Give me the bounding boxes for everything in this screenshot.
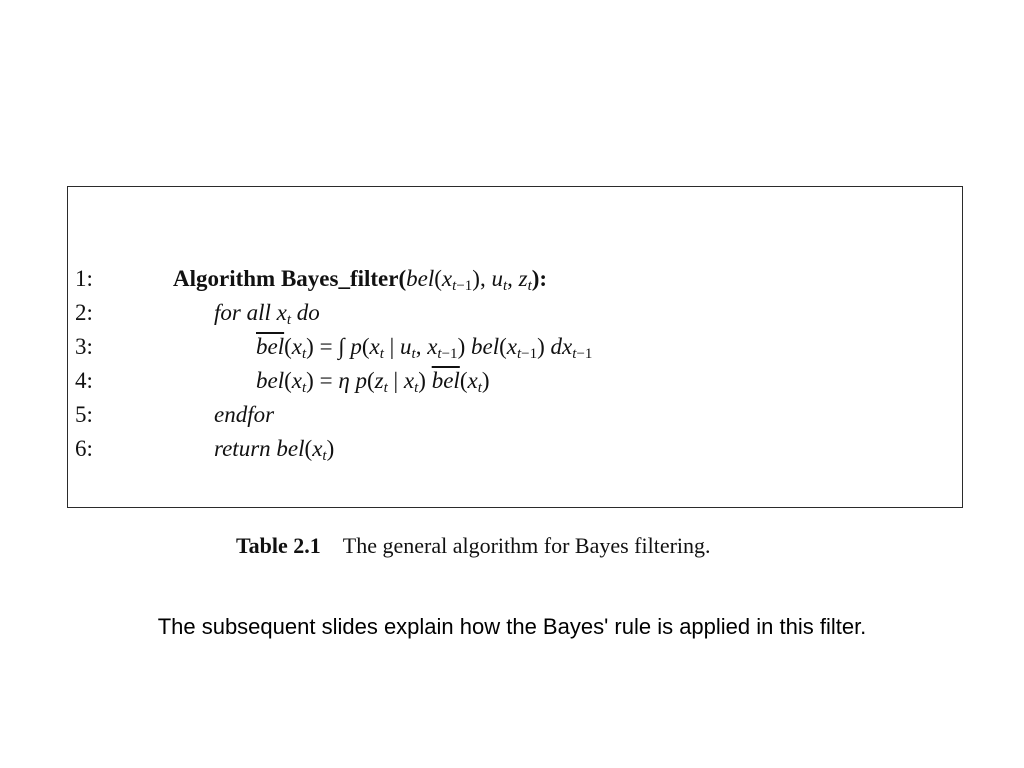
table-caption-text: The general algorithm for Bayes filtering. — [342, 533, 711, 558]
algorithm-line-3 — [68, 330, 962, 364]
endfor-statement: endfor — [214, 402, 275, 427]
line-number: 5: — [75, 402, 93, 427]
algorithm-header: Algorithm $Bayes\_filter(bel(x_{t-1})$, $u_t$, $z_t$): — [173, 266, 548, 294]
algorithm-line-2 — [68, 296, 962, 330]
line-number: 3: — [75, 334, 93, 359]
algorithm-box — [67, 186, 963, 508]
algorithm-line-5 — [68, 398, 962, 432]
algorithm-line-1 — [68, 262, 962, 296]
line-number: 4: — [75, 368, 93, 393]
algorithm-line-6 — [68, 432, 962, 466]
algorithm-keyword: Algorithm Bayes_filter( — [173, 266, 407, 291]
for-all-statement: for all $x_t$ do — [214, 300, 320, 328]
correction-step: $bel(x_t) = \eta$ $p(z_t$ | $x_t$) $\overline{bel}(x_t)$ — [256, 368, 490, 396]
line-number: 6: — [75, 436, 93, 461]
algorithm-header-close: ): — [531, 266, 548, 291]
return-statement: return $bel(x_t)$ — [214, 436, 335, 464]
slide-footnote: The subsequent slides explain how the Bayes' rule is applied in this filter. — [157, 614, 867, 639]
line-number: 1: — [75, 266, 93, 291]
prediction-step: $\overline{bel}(x_t)$ = ∫ $p(x_t$ | $u_t$, $x_{t-1}$) $bel(x_{t-1})$ $dx_{t-1}$ — [256, 334, 593, 362]
table-caption — [236, 533, 711, 559]
line-number: 2: — [75, 300, 93, 325]
table-caption-label: Table 2.1 — [236, 533, 321, 558]
algorithm-line-4 — [68, 364, 962, 398]
